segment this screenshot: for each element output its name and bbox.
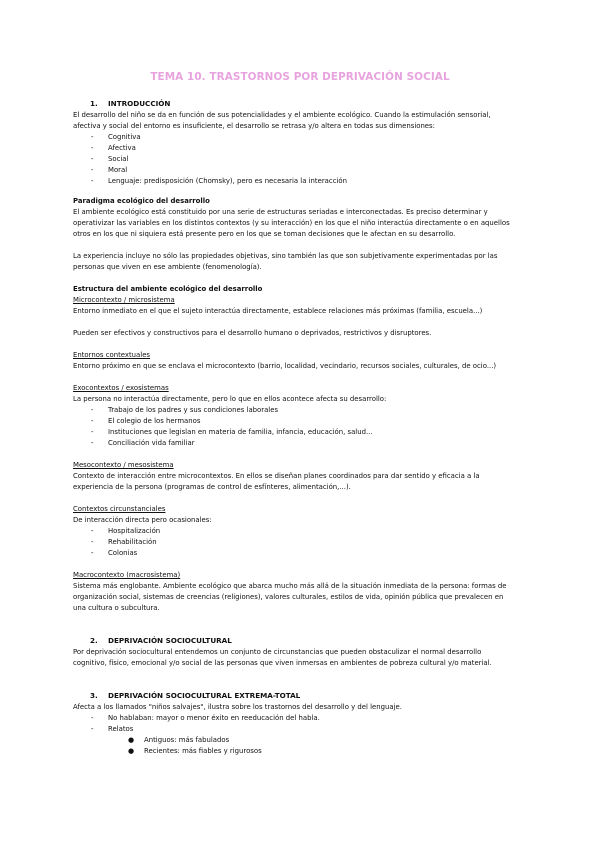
bullet-glyph: ●	[128, 736, 135, 744]
deprivation-line-2: cognitivo, físico, emocional y/o social de las personas que viven inmersas en ambientes de pobreza cultural y/o material.	[73, 659, 492, 667]
dash-glyph: -	[91, 144, 94, 152]
list-item: No hablaban: mayor o menor éxito en reeducación del habla.	[108, 714, 320, 722]
section-1-heading: INTRODUCCIÓN	[108, 99, 171, 108]
experience-line-1: La experiencia incluye no sólo las propiedades objetivas, sino también las que son subjetivamente experimentadas por las	[73, 252, 498, 260]
contextual-heading: Entornos contextuales	[73, 351, 151, 359]
dash-glyph: -	[91, 527, 94, 535]
list-item: Rehabilitación	[108, 538, 157, 546]
section-3-number: 3.	[90, 691, 98, 700]
paradigm-heading: Paradigma ecológico del desarrollo	[73, 197, 210, 205]
list-item: Cognitiva	[108, 133, 141, 141]
list-item: Social	[108, 155, 129, 163]
dash-glyph: -	[91, 439, 94, 447]
sub-list-item: Recientes: más fiables y rigurosos	[144, 747, 262, 755]
list-item: Hospitalización	[108, 527, 161, 535]
list-item: Conciliación vida familiar	[108, 439, 195, 447]
section-1-number: 1.	[90, 99, 98, 108]
bullet-glyph: ●	[128, 747, 135, 755]
list-item: Trabajo de los padres y sus condiciones laborales	[108, 406, 279, 414]
exo-text: La persona no interactúa directamente, pero lo que en ellos acontece afecta su desarrollo:	[73, 395, 387, 403]
document-title: TEMA 10. TRASTORNOS POR DEPRIVACIÓN SOCIAL	[150, 71, 450, 83]
dash-glyph: -	[91, 417, 94, 425]
dash-glyph: -	[91, 714, 94, 722]
deprivation-line-1: Por deprivación sociocultural entendemos un conjunto de circunstancias que pueden obstaculizar el normal desarrollo	[73, 648, 482, 656]
dash-glyph: -	[91, 155, 94, 163]
exo-heading: Exocontextos / exosistemas	[73, 384, 169, 392]
structure-heading: Estructura del ambiente ecológico del desarrollo	[73, 285, 263, 293]
list-item: Relatos	[108, 725, 134, 733]
macro-line-1: Sistema más englobante. Ambiente ecológico que abarca mucho más allá de la situación inmediata de la persona: formas de	[73, 582, 507, 590]
dash-glyph: -	[91, 538, 94, 546]
meso-line-2: experiencia de la persona (programas de control de esfínteres, alimentación,...).	[73, 483, 351, 491]
intro-line-1: El desarrollo del niño se da en función de sus potencialidades y el ambiente ecológico. Cuando la estimulación sensorial,	[73, 111, 491, 119]
dash-glyph: -	[91, 428, 94, 436]
dash-glyph: -	[91, 725, 94, 733]
macro-heading: Macrocontexto (macrosistema)	[73, 571, 181, 579]
macro-line-2: organización social, sistemas de creencias (religiones), valores culturales, estilos de vida, opinión pública que prevalecen en	[73, 593, 504, 601]
dash-glyph: -	[91, 406, 94, 414]
paradigm-line-2: operativizar las variables en los distintos contextos (y su interacción) en los que el niño interactúa directamente o en aquellos	[73, 219, 510, 227]
circumstantial-heading: Contextos circunstanciales	[73, 505, 166, 513]
micro-note: Pueden ser efectivos y constructivos para el desarrollo humano o deprivados, restrictivos y disruptores.	[73, 329, 432, 337]
list-item: Moral	[108, 166, 128, 174]
extreme-text: Afecta a los llamados "niños salvajes", ilustra sobre los trastornos del desarrollo y del lenguaje.	[73, 703, 402, 711]
paradigm-line-1: El ambiente ecológico está constituido por una serie de estructuras seriadas e interconectadas. Es preciso determinar y	[73, 208, 488, 216]
meso-line-1: Contexto de interacción entre microcontextos. En ellos se diseñan planes coordinados para dar sentido y eficacia a la	[73, 472, 480, 480]
paradigm-line-3: otros en los que ni siquiera está presente pero en los que se toman decisiones que le afectan en su desarrollo.	[73, 230, 456, 238]
experience-line-2: personas que viven en ese ambiente (fenomenología).	[73, 263, 262, 271]
section-2-number: 2.	[90, 636, 98, 645]
macro-line-3: una cultura o subcultura.	[73, 604, 160, 612]
list-item: Lenguaje: predisposición (Chomsky), pero es necesaria la interacción	[108, 177, 347, 185]
micro-heading: Microcontexto / microsistema	[73, 296, 175, 304]
list-item: Afectiva	[108, 144, 136, 152]
intro-line-2: afectiva y social del entorno es insuficiente, el desarrollo se retrasa y/o altera en todas sus dimensiones:	[73, 122, 435, 130]
contextual-text: Entorno próximo en que se enclava el microcontexto (barrio, localidad, vecindario, recursos sociales, culturales, de ocio...)	[73, 362, 497, 370]
list-item: Colonias	[108, 549, 138, 557]
sub-list-item: Antiguos: más fabulados	[144, 736, 230, 744]
dash-glyph: -	[91, 133, 94, 141]
dash-glyph: -	[91, 166, 94, 174]
circumstantial-text: De interacción directa pero ocasionales:	[73, 516, 212, 524]
dash-glyph: -	[91, 549, 94, 557]
list-item: Instituciones que legislan en materia de familia, infancia, educación, salud...	[108, 428, 373, 436]
meso-heading: Mesocontexto / mesosistema	[73, 461, 174, 469]
section-2-heading: DEPRIVACIÓN SOCIOCULTURAL	[108, 636, 232, 645]
micro-text: Entorno inmediato en el que el sujeto interactúa directamente, establece relaciones más próximas (familia, escuela...)	[73, 307, 483, 315]
list-item: El colegio de los hermanos	[108, 417, 201, 425]
section-3-heading: DEPRIVACIÓN SOCIOCULTURAL EXTREMA-TOTAL	[108, 691, 301, 700]
dash-glyph: -	[91, 177, 94, 185]
